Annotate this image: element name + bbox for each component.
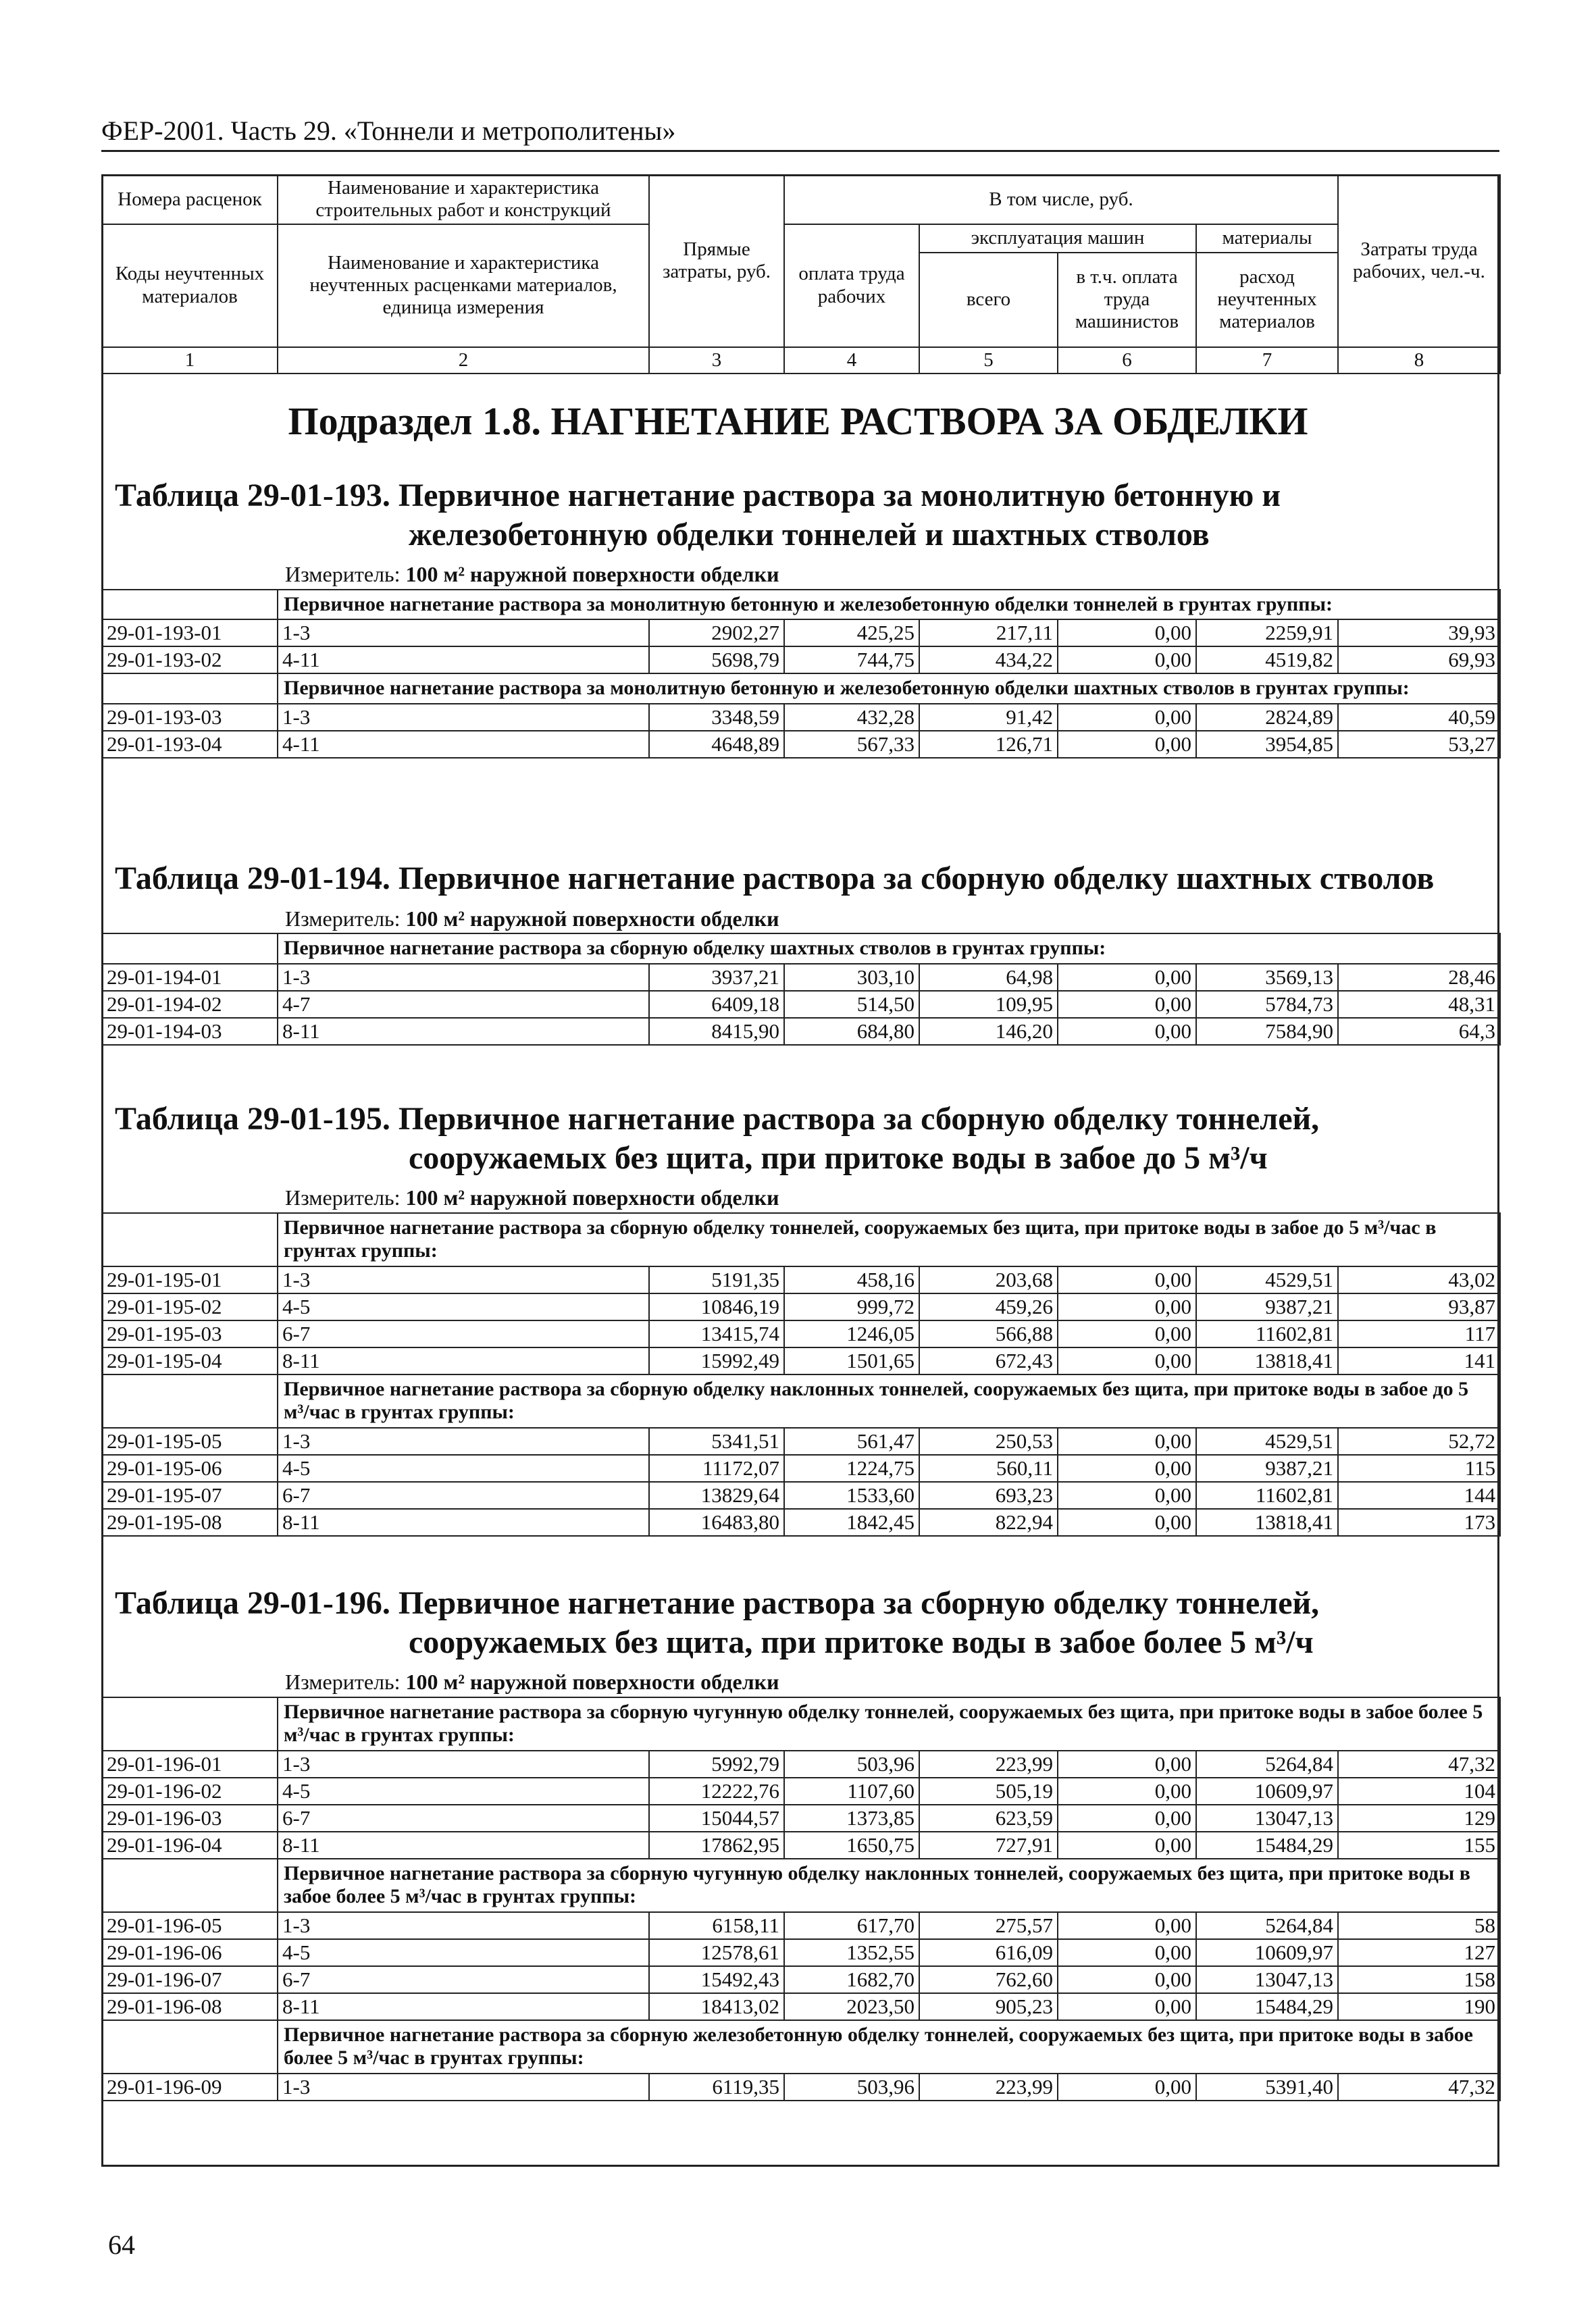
group-row (102, 1859, 1500, 1912)
price-table (101, 1212, 1501, 1537)
soil-group-cell: 4-11 (278, 731, 649, 758)
rate-code-cell: 29-01-195-01 (102, 1266, 278, 1293)
direct-cost-cell: 15044,57 (649, 1805, 784, 1832)
labor-wage-cell: 999,72 (784, 1293, 919, 1320)
meter-value: 100 м² наружной поверхности обделки (405, 906, 779, 931)
soil-group-cell: 4-7 (278, 991, 649, 1018)
machine-cost-cell: 250,53 (919, 1428, 1058, 1455)
rate-code-cell: 29-01-195-02 (102, 1293, 278, 1320)
direct-cost-cell: 5341,51 (649, 1428, 784, 1455)
hdr-col1-bottom: Коды неучтенных материалов (102, 224, 278, 347)
direct-cost-cell: 11172,07 (649, 1455, 784, 1482)
labor-hours-cell: 47,32 (1338, 1751, 1500, 1778)
table-title-line1: Таблица 29-01-195. Первичное нагнетание раствора за сборную обделку тоннелей, (115, 1101, 1320, 1137)
machinist-wage-cell: 0,00 (1058, 1832, 1196, 1859)
table-row (102, 1805, 1500, 1832)
table-title-line2: сооружаемых без щита, при притоке воды в забое до 5 м³/ч (409, 1139, 1268, 1176)
hdr-col2-bottom: Наименование и характеристика неучтенных расценками материалов, единица измерения (278, 224, 649, 347)
material-cost-cell: 13818,41 (1196, 1509, 1338, 1536)
soil-group-cell: 8-11 (278, 1509, 649, 1536)
material-cost-cell: 4519,82 (1196, 646, 1338, 673)
page-number: 64 (108, 2230, 135, 2260)
direct-cost-cell: 12578,61 (649, 1939, 784, 1966)
material-cost-cell: 15484,29 (1196, 1993, 1338, 2020)
labor-hours-cell: 129 (1338, 1805, 1500, 1832)
labor-wage-cell: 1352,55 (784, 1939, 919, 1966)
machine-cost-cell: 217,11 (919, 619, 1058, 646)
machine-cost-cell: 64,98 (919, 964, 1058, 991)
rate-code-cell: 29-01-196-03 (102, 1805, 278, 1832)
labor-wage-cell: 1246,05 (784, 1320, 919, 1347)
machinist-wage-cell: 0,00 (1058, 1778, 1196, 1805)
rate-code-cell: 29-01-196-07 (102, 1966, 278, 1993)
labor-hours-cell: 52,72 (1338, 1428, 1500, 1455)
meter-label: Измеритель: (285, 1670, 406, 1695)
price-table (101, 1697, 1501, 2101)
material-cost-cell: 3569,13 (1196, 964, 1338, 991)
machine-cost-cell: 275,57 (919, 1912, 1058, 1939)
material-cost-cell: 9387,21 (1196, 1455, 1338, 1482)
labor-hours-cell: 69,93 (1338, 646, 1500, 673)
group-row (102, 2020, 1500, 2074)
material-cost-cell: 15484,29 (1196, 1832, 1338, 1859)
meter-line (101, 561, 1499, 589)
labor-wage-cell: 2023,50 (784, 1993, 919, 2020)
soil-group-cell: 1-3 (278, 1428, 649, 1455)
meter-line (101, 1184, 1499, 1212)
labor-hours-cell: 173 (1338, 1509, 1500, 1536)
soil-group-cell: 1-3 (278, 1266, 649, 1293)
hdr-num: 4 (784, 347, 919, 374)
labor-hours-cell: 48,31 (1338, 991, 1500, 1018)
machine-cost-cell: 146,20 (919, 1018, 1058, 1045)
hdr-num: 8 (1338, 347, 1500, 374)
machinist-wage-cell: 0,00 (1058, 1018, 1196, 1045)
group-spacer (102, 1697, 278, 1751)
hdr-col6: в т.ч. оплата труда машинистов (1058, 253, 1196, 347)
machine-cost-cell: 560,11 (919, 1455, 1058, 1482)
material-cost-cell: 4529,51 (1196, 1266, 1338, 1293)
machinist-wage-cell: 0,00 (1058, 1347, 1196, 1374)
labor-hours-cell: 64,3 (1338, 1018, 1500, 1045)
table-title (101, 1584, 1499, 1662)
machine-cost-cell: 434,22 (919, 646, 1058, 673)
machinist-wage-cell: 0,00 (1058, 1805, 1196, 1832)
header-rule (101, 150, 1499, 152)
direct-cost-cell: 6158,11 (649, 1912, 784, 1939)
table-title-line1: Таблица 29-01-196. Первичное нагнетание раствора за сборную обделку тоннелей, (115, 1585, 1320, 1621)
hdr-group-materials: материалы (1196, 224, 1338, 253)
labor-hours-cell: 141 (1338, 1347, 1500, 1374)
hdr-group-machines: эксплуатация машин (919, 224, 1196, 253)
table-row (102, 1966, 1500, 1993)
direct-cost-cell: 13415,74 (649, 1320, 784, 1347)
machinist-wage-cell: 0,00 (1058, 704, 1196, 731)
meter-line (101, 905, 1499, 933)
soil-group-cell: 4-11 (278, 646, 649, 673)
machinist-wage-cell: 0,00 (1058, 1966, 1196, 1993)
table-row (102, 646, 1500, 673)
hdr-col1-top: Номера расценок (102, 175, 278, 224)
hdr-group-incl: В том числе, руб. (784, 175, 1338, 224)
table-title (101, 1100, 1499, 1177)
rate-code-cell: 29-01-195-07 (102, 1482, 278, 1509)
direct-cost-cell: 15992,49 (649, 1347, 784, 1374)
direct-cost-cell: 10846,19 (649, 1293, 784, 1320)
direct-cost-cell: 16483,80 (649, 1509, 784, 1536)
table-row (102, 964, 1500, 991)
material-cost-cell: 2824,89 (1196, 704, 1338, 731)
price-table (101, 589, 1501, 759)
soil-group-cell: 8-11 (278, 1993, 649, 2020)
group-spacer (102, 1859, 278, 1912)
direct-cost-cell: 4648,89 (649, 731, 784, 758)
table-row (102, 1993, 1500, 2020)
table-title (101, 476, 1499, 554)
table-row (102, 1912, 1500, 1939)
labor-hours-cell: 155 (1338, 1832, 1500, 1859)
labor-wage-cell: 503,96 (784, 2074, 919, 2101)
soil-group-cell: 8-11 (278, 1018, 649, 1045)
material-cost-cell: 9387,21 (1196, 1293, 1338, 1320)
labor-hours-cell: 40,59 (1338, 704, 1500, 731)
labor-wage-cell: 503,96 (784, 1751, 919, 1778)
machine-cost-cell: 623,59 (919, 1805, 1058, 1832)
hdr-num: 7 (1196, 347, 1338, 374)
group-title: Первичное нагнетание раствора за сборную чугунную обделку тоннелей, сооружаемых без щита, при притоке воды в забое более 5 м³/час в грунтах группы: (278, 1697, 1500, 1751)
rate-code-cell: 29-01-196-09 (102, 2074, 278, 2101)
table-row (102, 1751, 1500, 1778)
material-cost-cell: 5264,84 (1196, 1751, 1338, 1778)
soil-group-cell: 4-5 (278, 1455, 649, 1482)
group-title: Первичное нагнетание раствора за сборную железобетонную обделку тоннелей, сооружаемых без щита, при притоке воды в забое более 5 м³/час в грунтах группы: (278, 2020, 1500, 2074)
machine-cost-cell: 505,19 (919, 1778, 1058, 1805)
direct-cost-cell: 5992,79 (649, 1751, 784, 1778)
meter-line (101, 1668, 1499, 1697)
machinist-wage-cell: 0,00 (1058, 1993, 1196, 2020)
meter-value: 100 м² наружной поверхности обделки (405, 1185, 779, 1210)
soil-group-cell: 1-3 (278, 2074, 649, 2101)
material-cost-cell: 10609,97 (1196, 1939, 1338, 1966)
direct-cost-cell: 3937,21 (649, 964, 784, 991)
group-spacer (102, 1213, 278, 1266)
labor-hours-cell: 190 (1338, 1993, 1500, 2020)
labor-hours-cell: 43,02 (1338, 1266, 1500, 1293)
rate-code-cell: 29-01-195-05 (102, 1428, 278, 1455)
soil-group-cell: 6-7 (278, 1482, 649, 1509)
direct-cost-cell: 18413,02 (649, 1993, 784, 2020)
table-title-line2: сооружаемых без щита, при притоке воды в забое более 5 м³/ч (409, 1624, 1314, 1660)
labor-hours-cell: 47,32 (1338, 2074, 1500, 2101)
table-row (102, 619, 1500, 646)
group-row (102, 1374, 1500, 1428)
hdr-number-row (102, 347, 1500, 374)
hdr-num: 1 (102, 347, 278, 374)
soil-group-cell: 8-11 (278, 1347, 649, 1374)
table-row (102, 1482, 1500, 1509)
group-spacer (102, 673, 278, 704)
labor-wage-cell: 1533,60 (784, 1482, 919, 1509)
machinist-wage-cell: 0,00 (1058, 1912, 1196, 1939)
machinist-wage-cell: 0,00 (1058, 1293, 1196, 1320)
machine-cost-cell: 459,26 (919, 1293, 1058, 1320)
machinist-wage-cell: 0,00 (1058, 1509, 1196, 1536)
machinist-wage-cell: 0,00 (1058, 1455, 1196, 1482)
machinist-wage-cell: 0,00 (1058, 619, 1196, 646)
rate-code-cell: 29-01-194-01 (102, 964, 278, 991)
table-row (102, 1832, 1500, 1859)
material-cost-cell: 4529,51 (1196, 1428, 1338, 1455)
direct-cost-cell: 17862,95 (649, 1832, 784, 1859)
material-cost-cell: 7584,90 (1196, 1018, 1338, 1045)
table-title-line1: Таблица 29-01-193. Первичное нагнетание раствора за монолитную бетонную и (115, 478, 1281, 513)
column-header-table (101, 174, 1501, 374)
machine-cost-cell: 762,60 (919, 1966, 1058, 1993)
machinist-wage-cell: 0,00 (1058, 1482, 1196, 1509)
machine-cost-cell: 223,99 (919, 1751, 1058, 1778)
meter-value: 100 м² наружной поверхности обделки (405, 1670, 779, 1695)
labor-hours-cell: 58 (1338, 1912, 1500, 1939)
table-block (101, 859, 1499, 1046)
soil-group-cell: 1-3 (278, 1751, 649, 1778)
table-title-line1: Таблица 29-01-194. Первичное нагнетание раствора за сборную обделку шахтных стволов (115, 860, 1435, 896)
meter-label: Измеритель: (285, 562, 406, 587)
machine-cost-cell: 126,71 (919, 731, 1058, 758)
machine-cost-cell: 672,43 (919, 1347, 1058, 1374)
machinist-wage-cell: 0,00 (1058, 2074, 1196, 2101)
material-cost-cell: 11602,81 (1196, 1320, 1338, 1347)
machinist-wage-cell: 0,00 (1058, 1320, 1196, 1347)
table-block (101, 476, 1499, 759)
group-title: Первичное нагнетание раствора за сборную обделку тоннелей, сооружаемых без щита, при притоке воды в забое до 5 м³/час в грунтах группы: (278, 1213, 1500, 1266)
labor-wage-cell: 567,33 (784, 731, 919, 758)
machine-cost-cell: 822,94 (919, 1509, 1058, 1536)
soil-group-cell: 1-3 (278, 964, 649, 991)
labor-hours-cell: 53,27 (1338, 731, 1500, 758)
direct-cost-cell: 8415,90 (649, 1018, 784, 1045)
labor-wage-cell: 432,28 (784, 704, 919, 731)
direct-cost-cell: 12222,76 (649, 1778, 784, 1805)
labor-hours-cell: 117 (1338, 1320, 1500, 1347)
hdr-col2-top: Наименование и характеристика строительных работ и конструкций (278, 175, 649, 224)
rate-code-cell: 29-01-196-08 (102, 1993, 278, 2020)
labor-hours-cell: 28,46 (1338, 964, 1500, 991)
group-row (102, 1697, 1500, 1751)
group-row (102, 673, 1500, 704)
material-cost-cell: 10609,97 (1196, 1778, 1338, 1805)
subsection-title: Подраздел 1.8. НАГНЕТАНИЕ РАСТВОРА ЗА ОБДЕЛКИ (288, 399, 1308, 443)
hdr-col5: всего (919, 253, 1058, 347)
soil-group-cell: 4-5 (278, 1778, 649, 1805)
machine-cost-cell: 566,88 (919, 1320, 1058, 1347)
table-row (102, 991, 1500, 1018)
labor-wage-cell: 1373,85 (784, 1805, 919, 1832)
soil-group-cell: 1-3 (278, 704, 649, 731)
direct-cost-cell: 2902,27 (649, 619, 784, 646)
hdr-col4: оплата труда рабочих (784, 224, 919, 347)
hdr-col3: Прямые затраты, руб. (649, 175, 784, 347)
soil-group-cell: 6-7 (278, 1320, 649, 1347)
material-cost-cell: 5391,40 (1196, 2074, 1338, 2101)
machine-cost-cell: 905,23 (919, 1993, 1058, 2020)
labor-hours-cell: 39,93 (1338, 619, 1500, 646)
rate-code-cell: 29-01-194-02 (102, 991, 278, 1018)
table-row (102, 1428, 1500, 1455)
direct-cost-cell: 6119,35 (649, 2074, 784, 2101)
labor-wage-cell: 744,75 (784, 646, 919, 673)
machine-cost-cell: 727,91 (919, 1832, 1058, 1859)
table-row (102, 1320, 1500, 1347)
machinist-wage-cell: 0,00 (1058, 964, 1196, 991)
soil-group-cell: 6-7 (278, 1805, 649, 1832)
page-header: ФЕР-2001. Часть 29. «Тоннели и метрополитены» (101, 115, 676, 146)
labor-hours-cell: 144 (1338, 1482, 1500, 1509)
rate-code-cell: 29-01-193-02 (102, 646, 278, 673)
material-cost-cell: 5784,73 (1196, 991, 1338, 1018)
rate-code-cell: 29-01-196-06 (102, 1939, 278, 1966)
table-row (102, 1509, 1500, 1536)
machinist-wage-cell: 0,00 (1058, 1428, 1196, 1455)
table-row (102, 1939, 1500, 1966)
group-spacer (102, 590, 278, 620)
group-title: Первичное нагнетание раствора за сборную чугунную обделку наклонных тоннелей, сооружаемых без щита, при притоке воды в забое более 5 м³/час в грунтах группы: (278, 1859, 1500, 1912)
rate-code-cell: 29-01-196-02 (102, 1778, 278, 1805)
table-title-line2: железобетонную обделки тоннелей и шахтных стволов (409, 516, 1210, 552)
machinist-wage-cell: 0,00 (1058, 646, 1196, 673)
meter-label: Измеритель: (285, 1185, 406, 1210)
machine-cost-cell: 203,68 (919, 1266, 1058, 1293)
rate-code-cell: 29-01-196-01 (102, 1751, 278, 1778)
rate-code-cell: 29-01-196-05 (102, 1912, 278, 1939)
machine-cost-cell: 616,09 (919, 1939, 1058, 1966)
table-row (102, 704, 1500, 731)
soil-group-cell: 1-3 (278, 1912, 649, 1939)
direct-cost-cell: 5698,79 (649, 646, 784, 673)
rate-code-cell: 29-01-193-01 (102, 619, 278, 646)
labor-hours-cell: 115 (1338, 1455, 1500, 1482)
hdr-num: 6 (1058, 347, 1196, 374)
rate-code-cell: 29-01-196-04 (102, 1832, 278, 1859)
labor-wage-cell: 684,80 (784, 1018, 919, 1045)
machine-cost-cell: 223,99 (919, 2074, 1058, 2101)
labor-hours-cell: 158 (1338, 1966, 1500, 1993)
machinist-wage-cell: 0,00 (1058, 1266, 1196, 1293)
labor-wage-cell: 1682,70 (784, 1966, 919, 1993)
labor-wage-cell: 514,50 (784, 991, 919, 1018)
table-block (101, 1584, 1499, 2101)
machinist-wage-cell: 0,00 (1058, 731, 1196, 758)
labor-wage-cell: 1107,60 (784, 1778, 919, 1805)
rate-code-cell: 29-01-195-08 (102, 1509, 278, 1536)
labor-wage-cell: 1501,65 (784, 1347, 919, 1374)
labor-wage-cell: 617,70 (784, 1912, 919, 1939)
hdr-col8: Затраты труда рабочих, чел.-ч. (1338, 175, 1500, 347)
group-title: Первичное нагнетание раствора за сборную обделку наклонных тоннелей, сооружаемых без щита, при притоке воды в забое до 5 м³/час в грунтах группы: (278, 1374, 1500, 1428)
table-block (101, 1100, 1499, 1537)
machinist-wage-cell: 0,00 (1058, 1939, 1196, 1966)
labor-wage-cell: 1650,75 (784, 1832, 919, 1859)
machine-cost-cell: 91,42 (919, 704, 1058, 731)
rate-code-cell: 29-01-195-03 (102, 1320, 278, 1347)
labor-wage-cell: 561,47 (784, 1428, 919, 1455)
material-cost-cell: 2259,91 (1196, 619, 1338, 646)
machine-cost-cell: 109,95 (919, 991, 1058, 1018)
material-cost-cell: 11602,81 (1196, 1482, 1338, 1509)
meter-value: 100 м² наружной поверхности обделки (405, 562, 779, 587)
direct-cost-cell: 5191,35 (649, 1266, 784, 1293)
soil-group-cell: 4-5 (278, 1939, 649, 1966)
soil-group-cell: 8-11 (278, 1832, 649, 1859)
group-title: Первичное нагнетание раствора за монолитную бетонную и железобетонную обделки тоннелей в грунтах группы: (278, 590, 1500, 620)
hdr-num: 3 (649, 347, 784, 374)
material-cost-cell: 3954,85 (1196, 731, 1338, 758)
labor-wage-cell: 425,25 (784, 619, 919, 646)
table-row (102, 2074, 1500, 2101)
machine-cost-cell: 693,23 (919, 1482, 1058, 1509)
group-row (102, 933, 1500, 964)
rate-code-cell: 29-01-195-04 (102, 1347, 278, 1374)
table-row (102, 1778, 1500, 1805)
material-cost-cell: 5264,84 (1196, 1912, 1338, 1939)
machinist-wage-cell: 0,00 (1058, 1751, 1196, 1778)
machinist-wage-cell: 0,00 (1058, 991, 1196, 1018)
labor-wage-cell: 458,16 (784, 1266, 919, 1293)
labor-wage-cell: 303,10 (784, 964, 919, 991)
material-cost-cell: 13818,41 (1196, 1347, 1338, 1374)
group-spacer (102, 2020, 278, 2074)
direct-cost-cell: 15492,43 (649, 1966, 784, 1993)
soil-group-cell: 6-7 (278, 1966, 649, 1993)
hdr-num: 2 (278, 347, 649, 374)
table-row (102, 1018, 1500, 1045)
meter-label: Измеритель: (285, 906, 406, 931)
labor-hours-cell: 104 (1338, 1778, 1500, 1805)
group-title: Первичное нагнетание раствора за монолитную бетонную и железобетонную обделки шахтных стволов в грунтах группы: (278, 673, 1500, 704)
group-row (102, 590, 1500, 620)
rate-code-cell: 29-01-193-04 (102, 731, 278, 758)
direct-cost-cell: 6409,18 (649, 991, 784, 1018)
table-row (102, 1266, 1500, 1293)
table-row (102, 1293, 1500, 1320)
labor-wage-cell: 1224,75 (784, 1455, 919, 1482)
group-row (102, 1213, 1500, 1266)
labor-wage-cell: 1842,45 (784, 1509, 919, 1536)
hdr-num: 5 (919, 347, 1058, 374)
rate-code-cell: 29-01-193-03 (102, 704, 278, 731)
rate-code-cell: 29-01-194-03 (102, 1018, 278, 1045)
labor-hours-cell: 127 (1338, 1939, 1500, 1966)
soil-group-cell: 1-3 (278, 619, 649, 646)
direct-cost-cell: 13829,64 (649, 1482, 784, 1509)
group-spacer (102, 1374, 278, 1428)
hdr-col7: расход неучтенных материалов (1196, 253, 1338, 347)
group-title: Первичное нагнетание раствора за сборную обделку шахтных стволов в грунтах группы: (278, 933, 1500, 964)
table-title (101, 859, 1499, 898)
material-cost-cell: 13047,13 (1196, 1805, 1338, 1832)
table-row (102, 1455, 1500, 1482)
direct-cost-cell: 3348,59 (649, 704, 784, 731)
price-table (101, 933, 1501, 1046)
labor-hours-cell: 93,87 (1338, 1293, 1500, 1320)
material-cost-cell: 13047,13 (1196, 1966, 1338, 1993)
table-row (102, 731, 1500, 758)
table-row (102, 1347, 1500, 1374)
group-spacer (102, 933, 278, 964)
rate-code-cell: 29-01-195-06 (102, 1455, 278, 1482)
soil-group-cell: 4-5 (278, 1293, 649, 1320)
